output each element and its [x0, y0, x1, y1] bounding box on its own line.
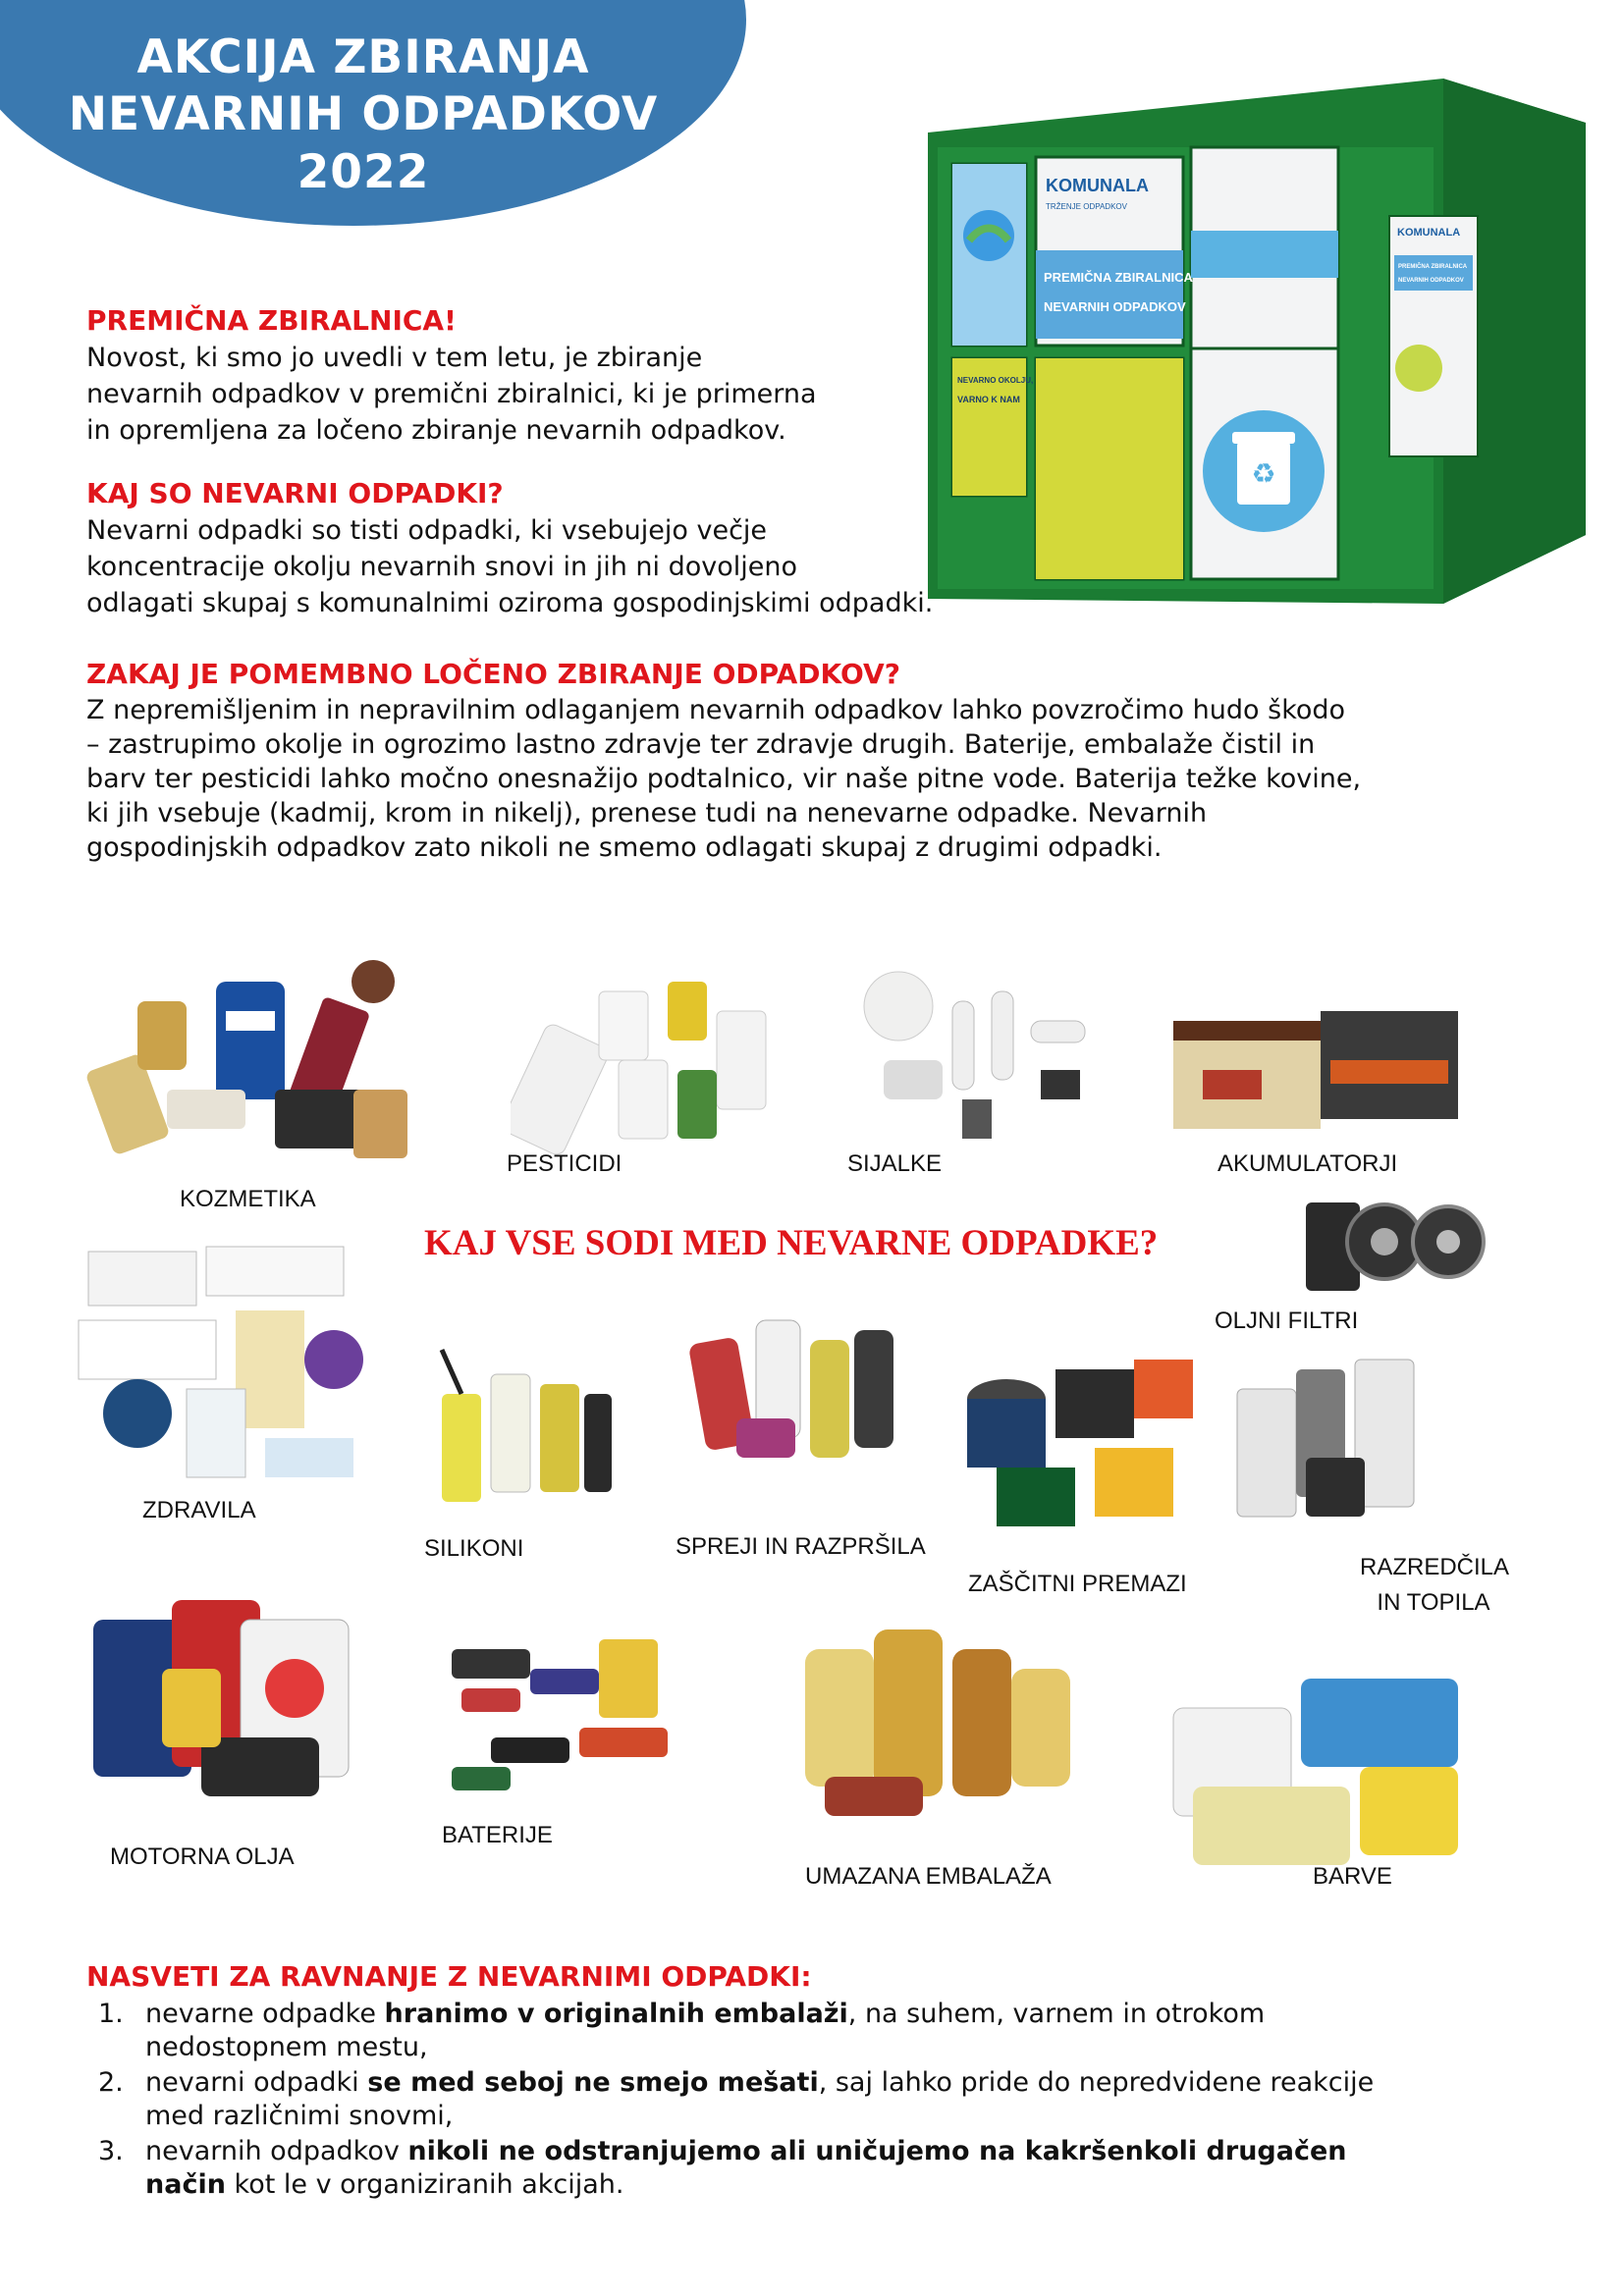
text-line: gospodinjskih odpadkov zato nikoli ne smemo odlagati skupaj z drugimi odpadki.	[86, 832, 1163, 863]
batteries-photo	[432, 1610, 727, 1806]
tips-list	[86, 1998, 1540, 2204]
label-sprays: SPREJI IN RAZPRŠILA	[676, 1533, 926, 1560]
tip-bold-text: hranimo v originalnih embalaži	[384, 1999, 848, 2029]
oil-filters-photo	[1301, 1193, 1488, 1310]
tip-number: 1.	[98, 1999, 124, 2029]
paints-photo	[1154, 1659, 1478, 1875]
sprays-photo	[677, 1301, 913, 1497]
label-light-bulbs: SIJALKE	[847, 1150, 943, 1177]
cosmetics-photo	[79, 942, 432, 1178]
motor-oils-photo	[83, 1590, 378, 1806]
container-panel-brand-sub: TRŽENJE ODPADKOV	[1046, 202, 1127, 211]
label-thinners-solvents	[1360, 1554, 1510, 1617]
text-line: Z nepremišljenim in nepravilnim odlaganjem nevarnih odpadkov lahko povzročimo hudo škodo	[86, 695, 1346, 725]
container-slogan-2: VARNO K NAM	[957, 395, 1020, 404]
pesticides-photo	[511, 962, 785, 1158]
label-car-batteries: AKUMULATORJI	[1217, 1150, 1398, 1177]
text-line: ki jih vsebuje (kadmij, krom in nikelj), prenese tudi na nenevarne odpadke. Nevarnih	[86, 798, 1208, 828]
thinners-solvents-photo	[1227, 1350, 1443, 1546]
tip-item-3	[86, 2135, 1540, 2202]
section-why-heading: ZAKAJ JE POMEMBNO LOČENO ZBIRANJE ODPADKOV?	[86, 658, 900, 690]
tips-heading: NASVETI ZA RAVNANJE Z NEVARNIMI ODPADKI:	[86, 1960, 812, 1993]
tip-number: 2.	[98, 2067, 124, 2098]
container-panel-title-2: NEVARNIH ODPADKOV	[1044, 299, 1186, 314]
tip-text: nevarne odpadke	[145, 1999, 385, 2029]
tip-text: nevarnih odpadkov	[145, 2136, 408, 2166]
tip-text: , saj lahko pride do nepredvidene reakcije	[818, 2067, 1375, 2098]
container-brand-logo: Tehnix	[1468, 61, 1512, 77]
tip-number: 3.	[98, 2136, 124, 2166]
tip-text: med različnimi snovmi,	[145, 2101, 454, 2131]
container-side-brand: KOMUNALA	[1397, 227, 1461, 239]
section-hazardous-text	[86, 512, 933, 621]
tip-text: , na suhem, varnem in otrokom	[847, 1999, 1266, 2029]
text-line: odlagati skupaj s komunalnimi oziroma gospodinjskimi odpadki.	[86, 588, 934, 618]
medicines-photo	[69, 1242, 383, 1487]
label-batteries: BATERIJE	[442, 1822, 553, 1848]
tip-text: nedostopnem mestu,	[145, 2032, 428, 2062]
container-side-title-1: PREMIČNA ZBIRALNICA	[1398, 264, 1468, 270]
title-line-2: NEVARNIH ODPADKOV	[68, 87, 659, 142]
label-protective-coatings: ZAŠČITNI PREMAZI	[968, 1571, 1187, 1597]
label-dirty-packaging: UMAZANA EMBALAŽA	[805, 1863, 1052, 1890]
dirty-packaging-photo	[785, 1610, 1090, 1836]
text-line: barv ter pesticidi lahko močno onesnažijo podtalnico, vir naše pitne vode. Baterija težke kovine,	[86, 764, 1362, 794]
tip-text: kot le v organiziranih akcijah.	[225, 2169, 624, 2200]
silicones-photo	[422, 1345, 619, 1512]
section-mobile-text	[86, 340, 817, 449]
text-line: nevarnih odpadkov v premični zbiralnici, ki je primerna	[86, 379, 817, 409]
protective-coatings-photo	[957, 1340, 1203, 1536]
mobile-collection-container-illustration	[908, 54, 1596, 628]
label-pesticides: PESTICIDI	[507, 1150, 622, 1177]
section-hazardous-heading: KAJ SO NEVARNI ODPADKI?	[86, 477, 504, 509]
page-title	[0, 29, 727, 201]
container-panel-brand: KOMUNALA	[1046, 176, 1149, 195]
text-line: in opremljena za ločeno zbiranje nevarnih odpadkov.	[86, 415, 786, 446]
container-side-title-2: NEVARNIH ODPADKOV	[1398, 278, 1464, 284]
label-thinners-line-1: RAZREDČILA	[1360, 1554, 1510, 1580]
section-why-text	[86, 693, 1361, 865]
tip-text: nevarni odpadki	[145, 2067, 368, 2098]
label-cosmetics: KOZMETIKA	[180, 1186, 316, 1212]
tip-bold-text: nikoli ne odstranjujemo ali uničujemo na kakršenkoli drugačen	[407, 2136, 1347, 2166]
title-line-1: AKCIJA ZBIRANJA	[136, 30, 590, 84]
text-line: koncentracije okolju nevarnih snovi in jih ni dovoljeno	[86, 552, 797, 582]
car-batteries-photo	[1163, 972, 1468, 1148]
container-panel-title-1: PREMIČNA ZBIRALNICA	[1044, 270, 1193, 285]
title-line-3: 2022	[297, 144, 430, 199]
tip-item-1	[86, 1998, 1540, 2064]
tip-item-2	[86, 2066, 1540, 2133]
tip-bold-text: način	[145, 2169, 226, 2200]
label-thinners-line-2: IN TOPILA	[1377, 1589, 1490, 1616]
light-bulbs-photo	[844, 962, 1109, 1158]
container-slogan-1: NEVARNO OKOLJU,	[957, 376, 1034, 385]
categories-title: KAJ VSE SODI MED NEVARNE ODPADKE?	[424, 1223, 1159, 1263]
recycle-icon: ♻	[1251, 457, 1276, 490]
label-motor-oils: MOTORNA OLJA	[110, 1843, 295, 1870]
label-medicines: ZDRAVILA	[142, 1497, 256, 1523]
section-mobile-heading: PREMIČNA ZBIRALNICA!	[86, 304, 457, 337]
label-paints: BARVE	[1313, 1863, 1392, 1890]
label-oil-filters: OLJNI FILTRI	[1215, 1308, 1359, 1334]
text-line: Novost, ki smo jo uvedli v tem letu, je zbiranje	[86, 343, 703, 373]
tip-bold-text: se med seboj ne smejo mešati	[367, 2067, 819, 2098]
text-line: – zastrupimo okolje in ogrozimo lastno zdravje ter zdravje drugih. Baterije, embalaže čistil in	[86, 729, 1316, 760]
text-line: Nevarni odpadki so tisti odpadki, ki vsebujejo večje	[86, 515, 768, 546]
label-silicones: SILIKONI	[424, 1535, 524, 1562]
